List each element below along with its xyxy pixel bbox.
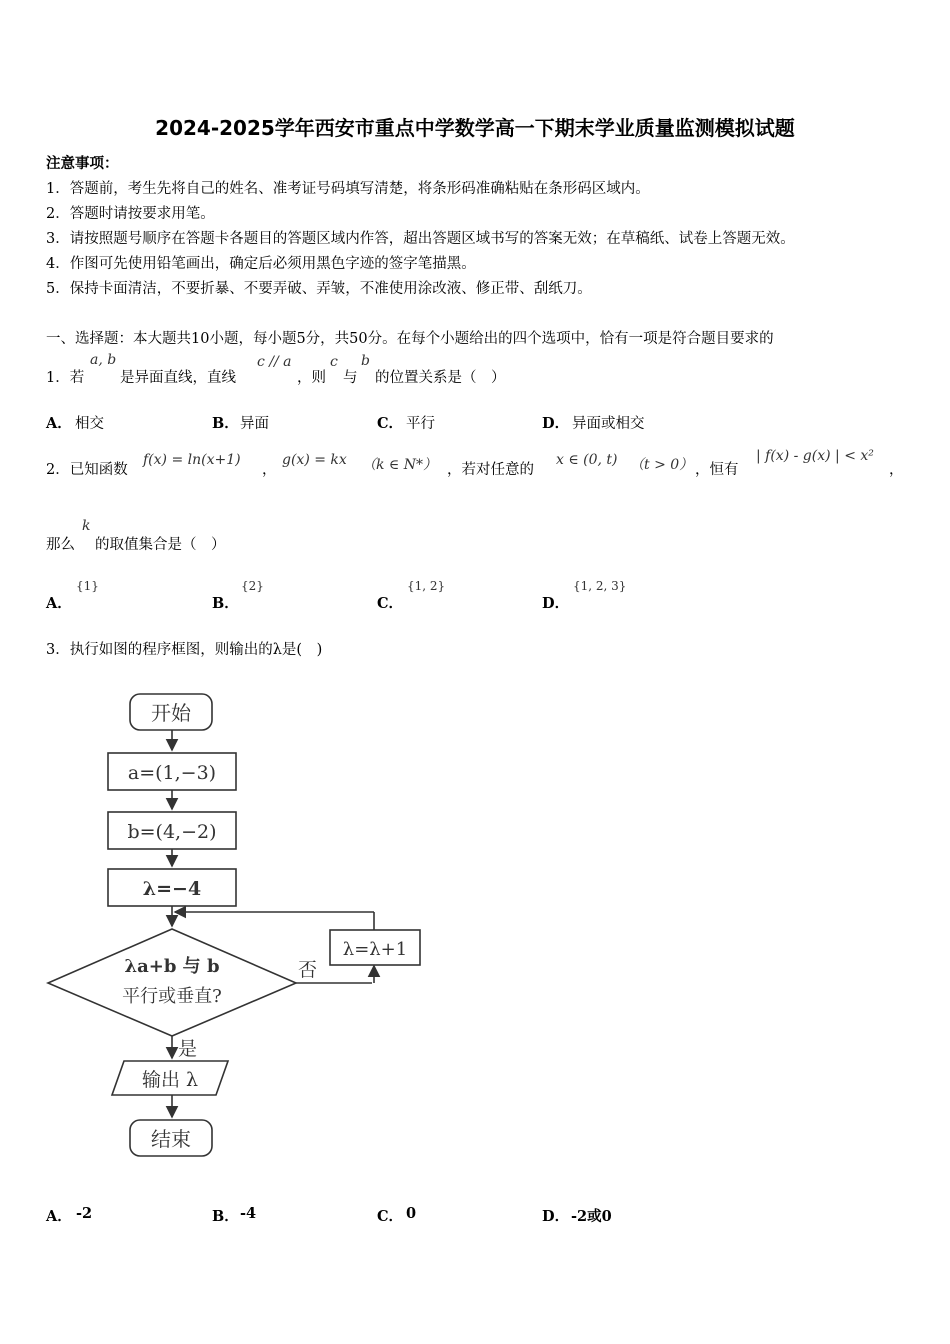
q3-option-label: D． (542, 1208, 570, 1225)
q2-comma: ， (889, 462, 904, 478)
q2-option-label: B． (212, 595, 239, 612)
q1-option-label: B． (212, 415, 239, 432)
flow-b-label: b=(4,−2) (127, 821, 217, 843)
q1-option-label: A． (46, 415, 72, 432)
q1-option-text: 平行 (406, 416, 435, 432)
q2-xcond: x ∈ (0, t) (556, 452, 618, 468)
q2-option-label: C． (377, 595, 404, 612)
q1-text: 是异面直线，直线 (120, 370, 236, 386)
q1-number: 1．若 (46, 370, 85, 386)
flow-end-label: 结束 (151, 1127, 191, 1151)
q1-b: b (361, 353, 370, 369)
q2-text: ，若对任意的 (447, 462, 534, 478)
q2-option-label: D． (542, 595, 570, 612)
q1-option-text: 异面 (240, 416, 269, 432)
q1-c: c (330, 354, 338, 370)
note-item: 2．答题时请按要求用笔。 (46, 206, 215, 222)
q2-option-text: {2} (241, 579, 264, 593)
q2-option-text: {1, 2, 3} (573, 579, 627, 593)
flow-no-label: 否 (298, 959, 318, 981)
q3-option-label: C． (377, 1208, 404, 1225)
flow-lambda-label: λ=−4 (142, 878, 202, 900)
q1-option-text: 相交 (75, 416, 104, 432)
q2-k: k (82, 518, 91, 534)
q3-option-label: B． (212, 1208, 239, 1225)
q3-option-label: A． (46, 1208, 72, 1225)
note-item: 1．答题前，考生先将自己的姓名、准考证号码填写清楚，将条形码准确粘贴在条形码区域内。 (46, 181, 650, 197)
q2-text: 的取值集合是（ ） (95, 537, 226, 553)
q2-number: 2．已知函数 (46, 462, 128, 478)
q3-option-text: 0 (406, 1205, 417, 1222)
note-item: 5．保持卡面清洁，不要折暴、不要弄破、弄皱，不准使用涂改液、修正带、刮纸刀。 (46, 281, 592, 297)
q3-option-text: -2或0 (571, 1208, 612, 1225)
flow-yes-label: 是 (178, 1038, 198, 1060)
q2-ineq: | f(x) - g(x) | < x² (756, 448, 874, 464)
section-heading: 一、选择题：本大题共10小题，每小题5分，共50分。在每个小题给出的四个选项中，恰有一项是符合题目要求的 (46, 331, 774, 347)
q2-f: f(x) = ln(x+1) (143, 452, 241, 468)
q2-option-text: {1} (76, 579, 99, 593)
q1-option-label: D． (542, 415, 570, 432)
q2-comma: ， (262, 462, 277, 478)
q1-text: 的位置关系是（ ） (375, 370, 506, 386)
q1-text: 与 (343, 370, 358, 386)
flow-a-label: a=(1,−3) (127, 762, 217, 784)
q1-option-text: 异面或相交 (572, 416, 645, 432)
q3-text: 3．执行如图的程序框图，则输出的λ是( ) (46, 642, 323, 658)
q2-option-label: A． (46, 595, 72, 612)
note-item: 4．作图可先使用铅笔画出，确定后必须用黑色字迹的签字笔描黑。 (46, 256, 476, 272)
note-item: 3．请按照题号顺序在答题卡各题目的答题区域内作答，超出答题区域书写的答案无效；在草稿纸、试卷上答题无效。 (46, 231, 795, 247)
q2-text: 那么 (46, 537, 75, 553)
q1-ca: c // a (257, 354, 292, 370)
q2-text: ，恒有 (695, 462, 739, 478)
page-title: 2024-2025学年西安市重点中学数学高一下期末学业质量监测模拟试题 (155, 116, 795, 140)
flow-start-label: 开始 (151, 701, 191, 725)
q3-option-text: -2 (76, 1205, 93, 1222)
flow-update-label: λ=λ+1 (342, 939, 408, 960)
flow-condition-line2: 平行或垂直? (122, 986, 222, 1007)
q3-option-text: -4 (240, 1205, 257, 1222)
q2-kcond: （k ∈ N*） (362, 457, 437, 473)
q2-g: g(x) = kx (282, 452, 347, 468)
flow-output-label: 输出 λ (141, 1069, 199, 1091)
q1-text: ，则 (297, 370, 326, 386)
q1-option-label: C． (377, 415, 404, 432)
q2-tcond: （t > 0） (630, 457, 694, 473)
q1-ab: a, b (90, 352, 117, 368)
notes-heading: 注意事项： (46, 155, 119, 172)
q2-option-text: {1, 2} (407, 579, 446, 593)
flow-condition-diamond (48, 929, 296, 1036)
flow-condition-line1: λa+b 与 b (124, 956, 220, 977)
